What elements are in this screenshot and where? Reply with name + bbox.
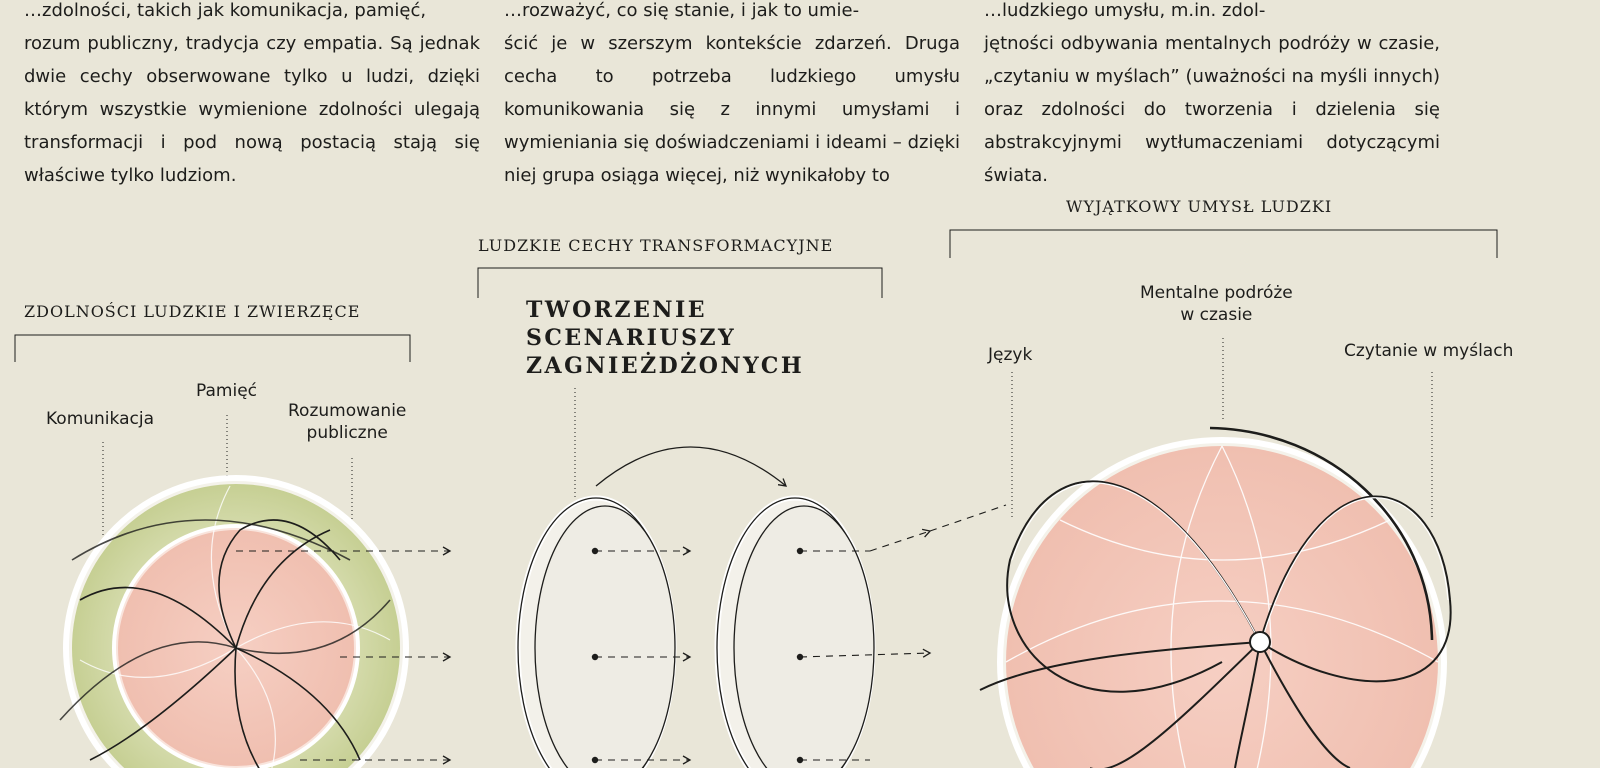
- label-mental-time-travel: [1140, 282, 1293, 326]
- title-line-2: SCENARIUSZY: [526, 325, 737, 351]
- label-communication: Komunikacja: [46, 409, 154, 429]
- label-public-reasoning-line-2: publiczne: [306, 423, 388, 443]
- label-mental-time-travel-line-1: Mentalne podróże: [1140, 283, 1293, 303]
- label-mind-reading: Czytanie w myślach: [1344, 341, 1514, 361]
- column-3-top-line: …ludzkiego umysłu, m.in. zdol-: [984, 0, 1266, 21]
- bracket-animal-abilities: [15, 335, 410, 362]
- label-mental-time-travel-line-2: w czasie: [1180, 305, 1253, 325]
- heading-transformative-traits: LUDZKIE CECHY TRANSFORMACYJNE: [478, 236, 834, 255]
- bracket-transformative-traits: [478, 268, 882, 298]
- title-nested-scenarios: [526, 296, 804, 380]
- column-2-top-line: …rozważyć, co się stanie, i jak to umie-: [504, 0, 860, 21]
- heading-animal-abilities: ZDOLNOŚCI LUDZKIE I ZWIERZĘCE: [24, 302, 361, 321]
- heading-unique-mind: WYJĄTKOWY UMYSŁ LUDZKI: [1066, 197, 1333, 216]
- label-language: Język: [988, 345, 1033, 365]
- animal-abilities-sphere: [60, 478, 406, 768]
- label-public-reasoning: [288, 400, 406, 444]
- label-public-reasoning-line-1: Rozumowanie: [288, 401, 407, 421]
- bracket-unique-mind: [950, 230, 1497, 258]
- column-3-body: jętności odbywania mentalnych podróży w czasie, „czytaniu w myślach” (uważności na myśli innych) oraz zdolności do tworzenia i dzielenia się abstrakcyjnymi wytłumaczeniami dotyczącymi świata.: [984, 33, 1440, 186]
- unique-mind-sphere: [980, 428, 1451, 768]
- title-line-1: TWORZENIE: [526, 297, 708, 323]
- title-line-3: ZAGNIEŻDŻONYCH: [526, 353, 805, 379]
- nested-scenario-discs: [518, 447, 874, 768]
- column-1-top-line: …zdolności, takich jak komunikacja, pamięć,: [24, 0, 427, 21]
- column-1-body: rozum publiczny, tradycja czy empatia. Są jednak dwie cechy obserwowane tylko u ludzi, dzięki którym wszystkie wymienione zdolności ulegają transformacji i pod nową postacią stają się właściwe tylko ludziom.: [24, 33, 480, 186]
- label-memory: Pamięć: [196, 381, 257, 401]
- column-2-body: ścić je w szerszym kontekście zdarzeń. Druga cecha to potrzeba ludzkiego umysłu komunikowania się z innymi umysłami i wymieniania się doświadczeniami i ideami – dzięki niej grupa osiąga więcej, niż wynikałoby to: [504, 33, 960, 186]
